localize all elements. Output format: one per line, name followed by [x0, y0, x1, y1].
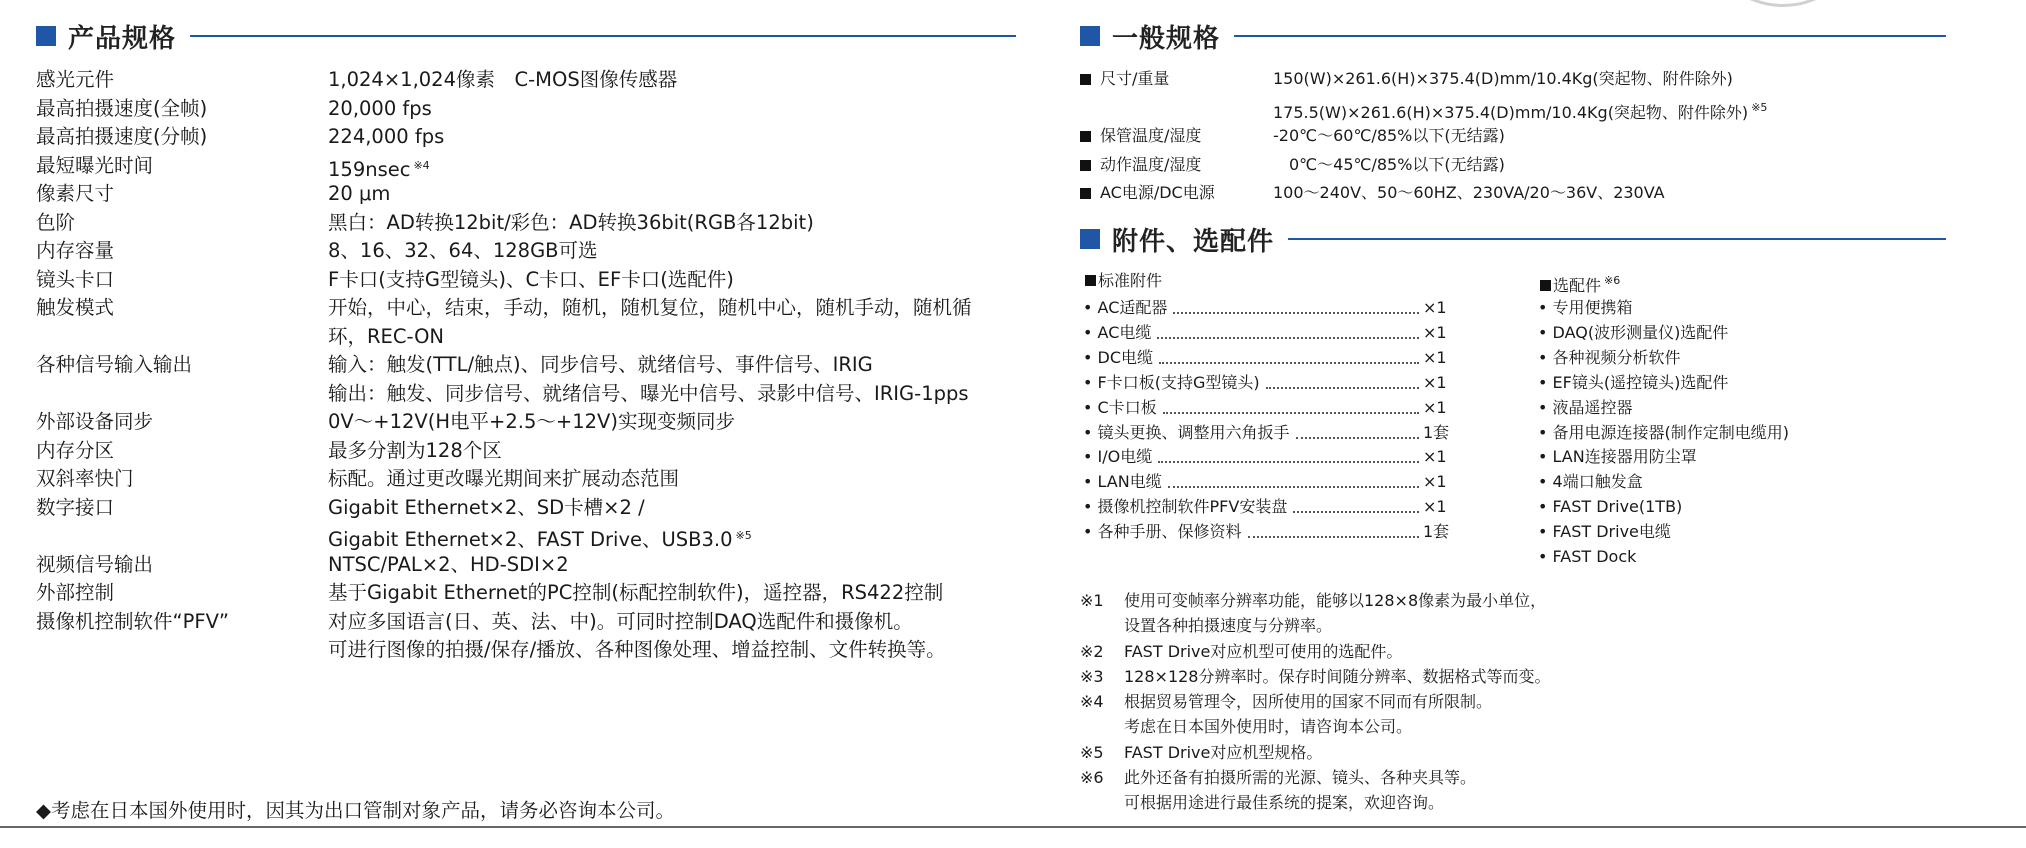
spec-label: 双斜率快门 — [36, 467, 134, 490]
spec-value — [328, 608, 1068, 665]
footnote — [1080, 664, 1880, 689]
spec-value-line: 224,000 fps — [328, 125, 445, 148]
accessory-item-qty: ×1 — [1423, 372, 1447, 392]
footnote-mark: ※5 — [1080, 742, 1104, 762]
spec-value — [328, 579, 1068, 608]
general-spec-label: 保管温度/湿度 — [1100, 126, 1202, 145]
accessory-item-name: • AC电缆 — [1083, 322, 1152, 342]
general-spec-value — [1273, 122, 1505, 151]
accessory-item-qty: ×1 — [1423, 322, 1447, 342]
footnote-text — [1124, 765, 1476, 815]
bottom-rule — [0, 826, 2026, 828]
spec-value — [328, 237, 1068, 266]
optional-item: • FAST Dock — [1538, 547, 1637, 566]
spec-value-line: 开始，中心，结束，手动，随机，随机复位，随机中心，随机手动，随机循 — [328, 296, 972, 319]
bullet-square-icon — [1080, 131, 1091, 142]
accessory-item-name: • DC电缆 — [1083, 347, 1154, 367]
accessory-item-name: • 各种手册、保修资料 — [1083, 522, 1242, 542]
footnote-line: 设置各种拍摄速度与分辨率。 — [1124, 616, 1333, 635]
spec-row — [36, 294, 1036, 351]
bullet-square-icon — [1085, 275, 1096, 286]
footnote-mark: ※6 — [1080, 768, 1104, 788]
dotted-leader — [1248, 536, 1419, 538]
spec-value — [328, 351, 1068, 408]
footnote-text — [1124, 588, 1546, 638]
general-spec-value-line — [1273, 122, 1505, 151]
general-spec-value-line — [1273, 151, 1505, 180]
spec-value — [328, 266, 1068, 295]
general-spec-value-text: 175.5(W)×261.6(H)×375.4(D)mm/10.4Kg(突起物、附件除外) — [1273, 102, 1749, 122]
spec-row — [36, 95, 1036, 124]
accessory-item-name: • LAN电缆 — [1083, 472, 1162, 492]
footnote-line: 根据贸易管理令，因所使用的国家不同而有所限制。 — [1124, 692, 1493, 712]
spec-value — [328, 294, 1068, 351]
spec-label: 最短曝光时间 — [36, 153, 154, 177]
footnote-line: 可根据用途进行最佳系统的提案，欢迎咨询。 — [1124, 793, 1445, 813]
spec-row — [36, 123, 1036, 152]
spec-label: 触发模式 — [36, 296, 115, 319]
footnote-ref: ※4 — [413, 158, 430, 172]
spec-value-line: 20 μm — [328, 182, 391, 205]
spec-label: 外部设备同步 — [36, 410, 154, 433]
footnote-mark: ※1 — [1080, 591, 1104, 610]
optional-accessories-title: 选配件 — [1553, 276, 1602, 295]
dotted-leader — [1296, 437, 1419, 439]
accessory-item-qty: ×1 — [1423, 397, 1447, 417]
general-spec-value-text: 0℃～45℃/85%以下(无结露) — [1273, 154, 1505, 174]
accessory-item-qty: ×1 — [1423, 497, 1447, 517]
footnote-line: FAST Drive对应机型可使用的选配件。 — [1124, 641, 1403, 661]
spec-row — [36, 408, 1036, 437]
optional-accessories-heading — [1540, 270, 1620, 297]
spec-value-line: 环，REC-ON — [328, 324, 445, 348]
optional-item: • FAST Drive(1TB) — [1538, 497, 1683, 517]
accessory-item-qty: ×1 — [1423, 472, 1447, 492]
footnote-mark: ※3 — [1080, 666, 1104, 686]
footnote-line: 128×128分辨率时。保存时间随分辨率、数据格式等而变。 — [1124, 666, 1551, 686]
footnote-text — [1124, 689, 1492, 739]
spec-value — [328, 180, 1068, 209]
dotted-leader — [1173, 312, 1419, 314]
spec-row — [36, 437, 1036, 466]
spec-label: 最高拍摄速度(全帧) — [36, 96, 208, 120]
spec-value-line: 1,024×1,024像素 C-MOS图像传感器 — [328, 68, 678, 91]
footnote — [1080, 689, 1880, 740]
optional-item: • 专用便携箱 — [1538, 298, 1633, 317]
spec-row — [36, 152, 1036, 181]
accessory-item-name: • F卡口板(支持G型镜头) — [1083, 372, 1260, 392]
spec-value-line: 黑白：AD转换12bit/彩色：AD转换36bit(RGB各12bit) — [328, 210, 814, 234]
spec-row — [36, 266, 1036, 295]
spec-value — [328, 209, 1068, 238]
general-spec-value-line — [1273, 179, 1665, 208]
dotted-leader — [1159, 362, 1419, 364]
spec-row — [36, 579, 1036, 608]
footnote-mark: ※4 — [1080, 692, 1104, 712]
bullet-square-icon — [1080, 160, 1091, 171]
spec-value — [328, 123, 1068, 152]
spec-row — [36, 66, 1036, 95]
spec-value-text: 159nsec — [328, 157, 411, 181]
accessory-item-qty: ×1 — [1423, 298, 1447, 317]
optional-item: • LAN连接器用防尘罩 — [1538, 447, 1697, 467]
general-spec-value-text: 100～240V、50～60HZ、230VA/20～36V、230VA — [1273, 183, 1665, 202]
footnote-line: FAST Drive对应机型规格。 — [1124, 742, 1323, 762]
section-rule — [1288, 238, 1946, 240]
general-spec-value-line — [1273, 65, 1767, 94]
general-spec-value — [1273, 179, 1665, 208]
decorative-arc — [1700, 0, 1866, 7]
spec-value-line: 0V～+12V(H电平+2.5～+12V)实现变频同步 — [328, 410, 735, 433]
footnote-ref: ※5 — [1751, 100, 1768, 114]
dotted-leader — [1157, 337, 1419, 339]
spec-row — [36, 551, 1036, 580]
general-spec-label: 动作温度/湿度 — [1100, 154, 1202, 174]
spec-value-line: 20,000 fps — [328, 96, 432, 120]
spec-label: 外部控制 — [36, 581, 115, 604]
spec-row — [36, 237, 1036, 266]
optional-item: • 各种视频分析软件 — [1538, 347, 1681, 367]
spec-value-line: 标配。通过更改曝光期间来扩展动态范围 — [328, 467, 680, 490]
accessories-header — [1080, 219, 1946, 259]
footnote-ref: ※5 — [735, 529, 752, 542]
spec-value — [328, 437, 1068, 466]
footnote-mark: ※2 — [1080, 641, 1104, 661]
accessory-item-qty: ×1 — [1423, 347, 1447, 367]
general-spec-value-text: -20℃～60℃/85%以下(无结露) — [1273, 126, 1505, 145]
spec-value — [328, 465, 1068, 494]
spec-value — [328, 95, 1068, 124]
spec-value — [328, 494, 1068, 555]
spec-label: 各种信号输入输出 — [36, 353, 193, 376]
standard-accessories-heading — [1085, 270, 1162, 292]
accessory-item-name: • AC适配器 — [1083, 298, 1168, 317]
optional-item: • FAST Drive电缆 — [1538, 522, 1671, 542]
spec-label: 感光元件 — [36, 68, 115, 91]
dotted-leader — [1266, 387, 1419, 389]
general-spec-value-text: 150(W)×261.6(H)×375.4(D)mm/10.4Kg(突起物、附件除外) — [1273, 69, 1733, 88]
spec-value-line: 可进行图像的拍摄/保存/播放、各种图像处理、增益控制、文件转换等。 — [328, 638, 946, 661]
general-spec-title: 一般规格 — [1112, 23, 1221, 54]
optional-item: • EF镜头(遥控镜头)选配件 — [1538, 372, 1729, 392]
general-spec-value — [1273, 151, 1505, 180]
spec-row — [36, 608, 1036, 665]
spec-row — [36, 465, 1036, 494]
footnote-line: 使用可变帧率分辨率功能，能够以128×8像素为最小单位， — [1124, 591, 1547, 610]
footnote — [1080, 765, 1880, 816]
general-spec-row — [1080, 179, 1920, 208]
accessory-item-qty: 1套 — [1423, 522, 1450, 542]
section-rule — [1234, 35, 1946, 37]
product-spec-header — [36, 16, 1016, 56]
general-spec-row — [1080, 151, 1920, 180]
optional-item: • 液晶遥控器 — [1538, 397, 1633, 417]
accessory-item-name: • 镜头更换、调整用六角扳手 — [1083, 422, 1290, 442]
optional-item: • DAQ(波形测量仪)选配件 — [1538, 322, 1729, 342]
spec-value-line: 基于Gigabit Ethernet的PC控制(标配控制软件)，遥控器，RS422控制 — [328, 581, 944, 604]
spec-value-line: 对应多国语言(日、英、法、中)。可同时控制DAQ选配件和摄像机。 — [328, 609, 913, 633]
spec-value — [328, 408, 1068, 437]
section-square-icon — [36, 26, 56, 46]
footnote-text — [1124, 639, 1402, 664]
general-spec-value — [1273, 65, 1767, 127]
dotted-leader — [1163, 412, 1419, 414]
spec-label: 最高拍摄速度(分帧) — [36, 125, 208, 148]
accessory-item-qty: ×1 — [1423, 447, 1447, 467]
spec-value — [328, 551, 1068, 580]
footnote — [1080, 639, 1880, 664]
spec-value-line: 输入：触发(TTL/触点)、同步信号、就绪信号、事件信号、IRIG — [328, 353, 873, 376]
optional-item: • 4端口触发盒 — [1538, 472, 1643, 492]
dotted-leader — [1168, 486, 1419, 488]
spec-label: 色阶 — [36, 210, 76, 234]
spec-row — [36, 180, 1036, 209]
spec-value-line: 8、16、32、64、128GB可选 — [328, 239, 598, 262]
spec-label: 数字接口 — [36, 495, 115, 519]
spec-label: 内存分区 — [36, 438, 115, 462]
spec-value-line: 输出：触发、同步信号、就绪信号、曝光中信号、录影中信号、IRIG-1pps — [328, 381, 969, 405]
spec-label: 镜头卡口 — [36, 267, 115, 291]
footnote — [1080, 740, 1880, 765]
export-control-notice: ◆考虑在日本国外使用时，因其为出口管制对象产品，请务必咨询本公司。 — [36, 799, 675, 822]
product-spec-title: 产品规格 — [68, 23, 177, 54]
accessory-item-name: • I/O电缆 — [1083, 447, 1153, 467]
optional-item: • 备用电源连接器(制作定制电缆用) — [1538, 422, 1790, 442]
bullet-square-icon — [1540, 280, 1551, 291]
spec-value-line: Gigabit Ethernet×2、SD卡槽×2 / — [328, 495, 645, 519]
spec-row — [36, 209, 1036, 238]
accessories-title: 附件、选配件 — [1112, 226, 1275, 257]
accessory-item-qty: 1套 — [1423, 422, 1450, 442]
spec-row — [36, 351, 1036, 408]
footnote-line: 此外还备有拍摄所需的光源、镜头、各种夹具等。 — [1124, 768, 1477, 788]
spec-label: 内存容量 — [36, 239, 115, 262]
optional-accessories-note: ※6 — [1604, 274, 1621, 287]
spec-label: 摄像机控制软件“PFV” — [36, 609, 230, 633]
section-square-icon — [1080, 229, 1100, 249]
general-spec-label: 尺寸/重量 — [1100, 69, 1170, 88]
spec-value-text: Gigabit Ethernet×2、FAST Drive、USB3.0 — [328, 528, 733, 551]
spec-value-line: 最多分割为128个区 — [328, 438, 502, 462]
spec-value — [328, 66, 1068, 95]
standard-accessories-title: 标准附件 — [1098, 271, 1163, 290]
general-spec-label: AC电源/DC电源 — [1100, 183, 1215, 202]
footnote-text — [1124, 664, 1551, 689]
dotted-leader — [1293, 511, 1419, 513]
spec-value-line: F卡口(支持G型镜头)、C卡口、EF卡口(选配件) — [328, 267, 734, 291]
accessory-item-name: • 摄像机控制软件PFV安装盘 — [1083, 497, 1288, 517]
footnote-line: 考虑在日本国外使用时，请咨询本公司。 — [1124, 717, 1413, 737]
section-rule — [190, 35, 1016, 37]
dotted-leader — [1158, 461, 1419, 463]
general-spec-header — [1080, 16, 1946, 56]
general-spec-row — [1080, 65, 1920, 122]
general-spec-row — [1080, 122, 1920, 151]
spec-label: 视频信号输出 — [36, 552, 154, 576]
spec-row — [36, 494, 1036, 551]
section-square-icon — [1080, 26, 1100, 46]
footnote — [1080, 588, 1880, 639]
spec-label: 像素尺寸 — [36, 182, 115, 205]
bullet-square-icon — [1080, 74, 1091, 85]
accessory-item-name: • C卡口板 — [1083, 397, 1157, 417]
footnote-text — [1124, 740, 1322, 765]
bullet-square-icon — [1080, 188, 1091, 199]
spec-value-line: NTSC/PAL×2、HD-SDI×2 — [328, 552, 569, 576]
